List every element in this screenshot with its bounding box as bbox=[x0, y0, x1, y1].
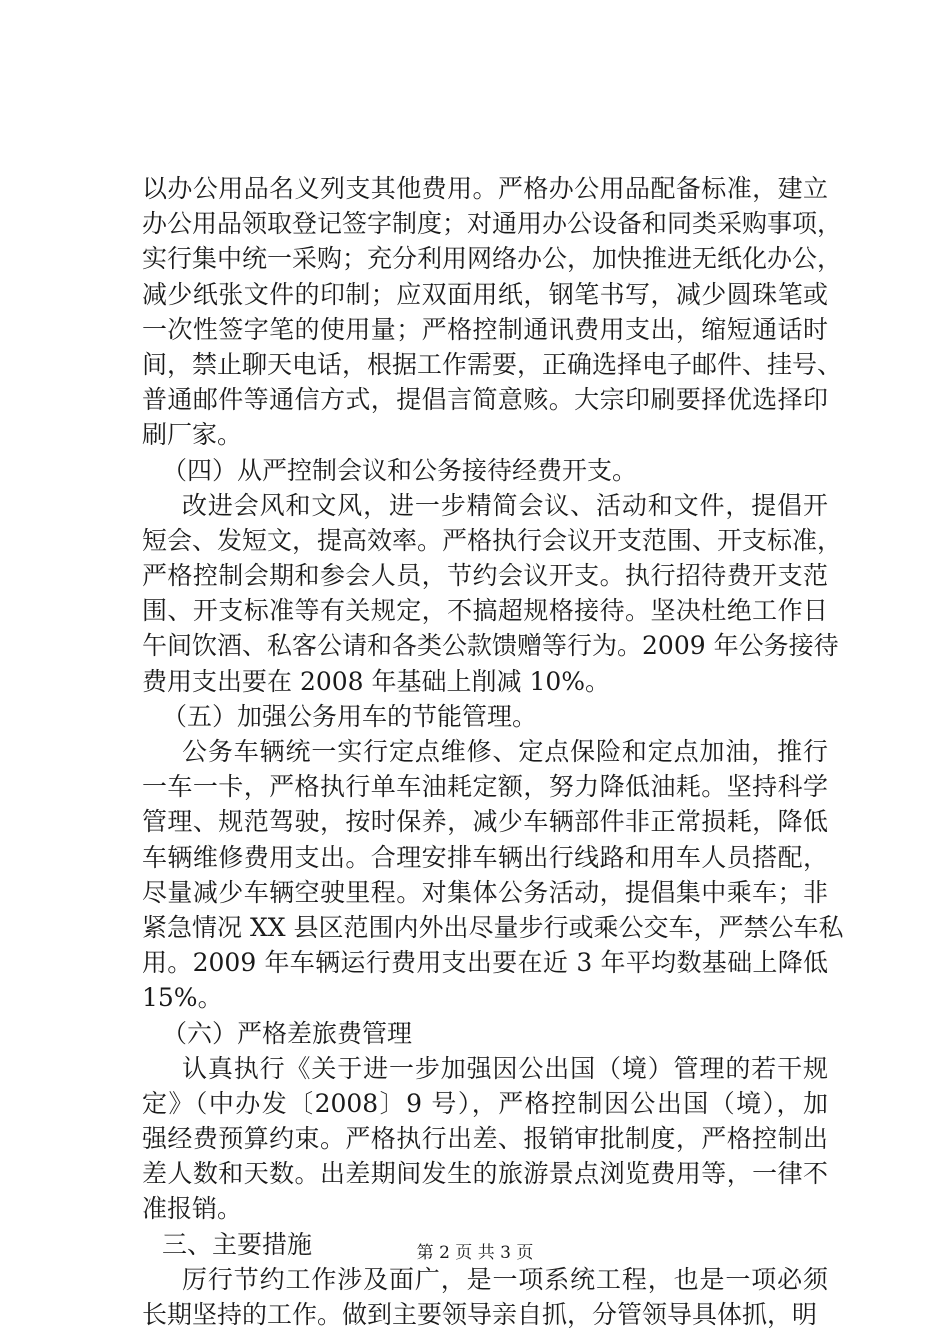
text-line: （六）严格差旅费管理 bbox=[162, 1018, 413, 1048]
text-line: 定》（中办发〔2008〕9 号），严格控制因公出国（境），加 bbox=[142, 1088, 828, 1118]
text-line: 间，禁止聊天电话，根据工作需要，正确选择电子邮件、挂号、 bbox=[142, 349, 843, 379]
text-line: 厉行节约工作涉及面广，是一项系统工程，也是一项必须 bbox=[182, 1264, 828, 1294]
text-line: 普通邮件等通信方式，提倡言简意赅。大宗印刷要择优选择印 bbox=[142, 385, 828, 415]
text-line: 以办公用品名义列支其他费用。严格办公用品配备标准，建立 bbox=[142, 174, 828, 203]
document-body bbox=[142, 171, 844, 1332]
text-line: 公务车辆统一实行定点维修、定点保险和定点加油，推行 bbox=[182, 737, 828, 766]
section-heading bbox=[142, 699, 828, 734]
paragraph bbox=[142, 488, 843, 699]
paragraph bbox=[142, 1051, 828, 1227]
text-line: 准报销。 bbox=[142, 1194, 243, 1224]
paragraph bbox=[142, 171, 843, 453]
text-line: 强经费预算约束。严格执行出差、报销审批制度，严格控制出 bbox=[142, 1124, 828, 1154]
section-heading bbox=[142, 453, 828, 488]
text-line: 午间饮酒、私客公请和各类公款馈赠等行为。2009 年公务接待 bbox=[142, 631, 839, 661]
text-line: 三、主要措施 bbox=[162, 1229, 313, 1259]
section-heading bbox=[142, 1016, 828, 1051]
text-line: 实行集中统一采购；充分利用网络办公，加快推进无纸化办公， bbox=[142, 244, 843, 274]
text-line: 管理、规范驾驶，按时保养，减少车辆部件非正常损耗，降低 bbox=[142, 807, 828, 837]
text-line: 差人数和天数。出差期间发生的旅游景点浏览费用等，一律不 bbox=[142, 1159, 828, 1189]
text-line: 长期坚持的工作。做到主要领导亲自抓，分管领导具体抓，明 bbox=[142, 1300, 818, 1329]
paragraph bbox=[142, 1262, 828, 1332]
text-line: 尽量减少车辆空驶里程。对集体公务活动，提倡集中乘车；非 bbox=[142, 877, 828, 907]
text-line: 费用支出要在 2008 年基础上削减 10%。 bbox=[142, 666, 611, 696]
text-line: 一次性签字笔的使用量；严格控制通讯费用支出，缩短通话时 bbox=[142, 314, 828, 344]
text-line: 刷厂家。 bbox=[142, 420, 243, 450]
text-line: 减少纸张文件的印制；应双面用纸，钢笔书写，减少圆珠笔或 bbox=[142, 279, 828, 309]
paragraph bbox=[142, 734, 844, 1016]
text-line: （五）加强公务用车的节能管理。 bbox=[162, 701, 538, 731]
text-line: 办公用品领取登记签字制度；对通用办公设备和同类采购事项， bbox=[142, 209, 843, 239]
text-line: 车辆维修费用支出。合理安排车辆出行线路和用车人员搭配， bbox=[142, 842, 828, 872]
text-line: 短会、发短文，提高效率。严格执行会议开支范围、开支标准， bbox=[142, 525, 843, 555]
text-line: 围、开支标准等有关规定，不搞超规格接待。坚决杜绝工作日 bbox=[142, 596, 828, 626]
text-line: 用。2009 年车辆运行费用支出要在近 3 年平均数基础上降低 bbox=[142, 948, 828, 978]
text-line: 改进会风和文风，进一步精简会议、活动和文件，提倡开 bbox=[182, 490, 828, 520]
text-line: 一车一卡，严格执行单车油耗定额，努力降低油耗。坚持科学 bbox=[142, 772, 828, 802]
text-line: （四）从严控制会议和公务接待经费开支。 bbox=[162, 455, 638, 485]
text-line: 严格控制会期和参会人员，节约会议开支。执行招待费开支范 bbox=[142, 561, 828, 591]
text-line: 紧急情况 XX 县区范围内外出尽量步行或乘公交车，严禁公车私 bbox=[142, 912, 844, 942]
text-line: 认真执行《关于进一步加强因公出国（境）管理的若干规 bbox=[182, 1053, 828, 1083]
page-footer: 第 2 页 共 3 页 bbox=[416, 1243, 534, 1263]
text-line: 15%。 bbox=[142, 983, 223, 1013]
